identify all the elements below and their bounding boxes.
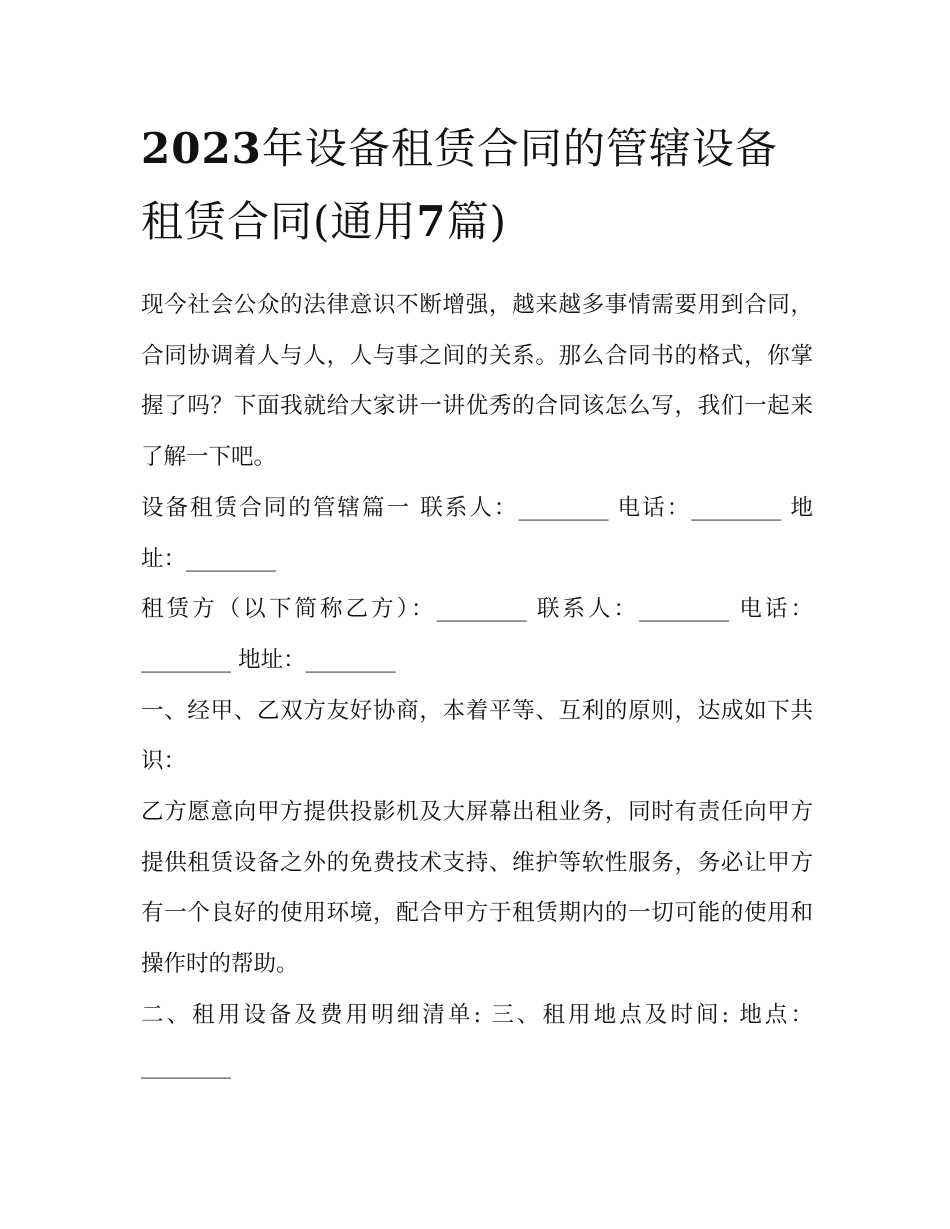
clause-one-paragraph: 一、经甲、乙双方友好协商，本着平等、互利的原则，达成如下共识： (141, 697, 813, 775)
title-count: 7 (416, 197, 447, 246)
document-title (141, 112, 813, 258)
title-text: 年设备租赁合同的管辖设备租赁合同(通用 (141, 124, 778, 246)
clause-two-three-paragraph: 二、租用设备及费用明细清单: 三、租用地点及时间: 地点：________ (141, 1001, 813, 1079)
title-year: 2023 (141, 124, 262, 173)
intro-paragraph: 现今社会公众的法律意识不断增强，越来越多事情需要用到合同，合同协调着人与人，人与事之间的关系。那么合同书的格式，你掌握了吗？下面我就给大家讲一讲优秀的合同该怎么写，我们一起来了解一下吧。 (141, 292, 813, 471)
service-paragraph: 乙方愿意向甲方提供投影机及大屏幕出租业务，同时有责任向甲方提供租赁设备之外的免费技术支持、维护等软性服务，务必让甲方有一个良好的使用环境，配合甲方于租赁期内的一切可能的使用和操作时的帮助。 (141, 799, 813, 978)
document-body (141, 112, 813, 1091)
lessor-contact-paragraph: 设备租赁合同的管辖篇一 联系人：________ 电话：________ 地址：________ (141, 494, 813, 572)
title-suffix: 篇) (446, 197, 508, 246)
lessee-info-paragraph: 租赁方（以下简称乙方）：________ 联系人：________ 电话：________ 地址：________ (141, 596, 813, 673)
